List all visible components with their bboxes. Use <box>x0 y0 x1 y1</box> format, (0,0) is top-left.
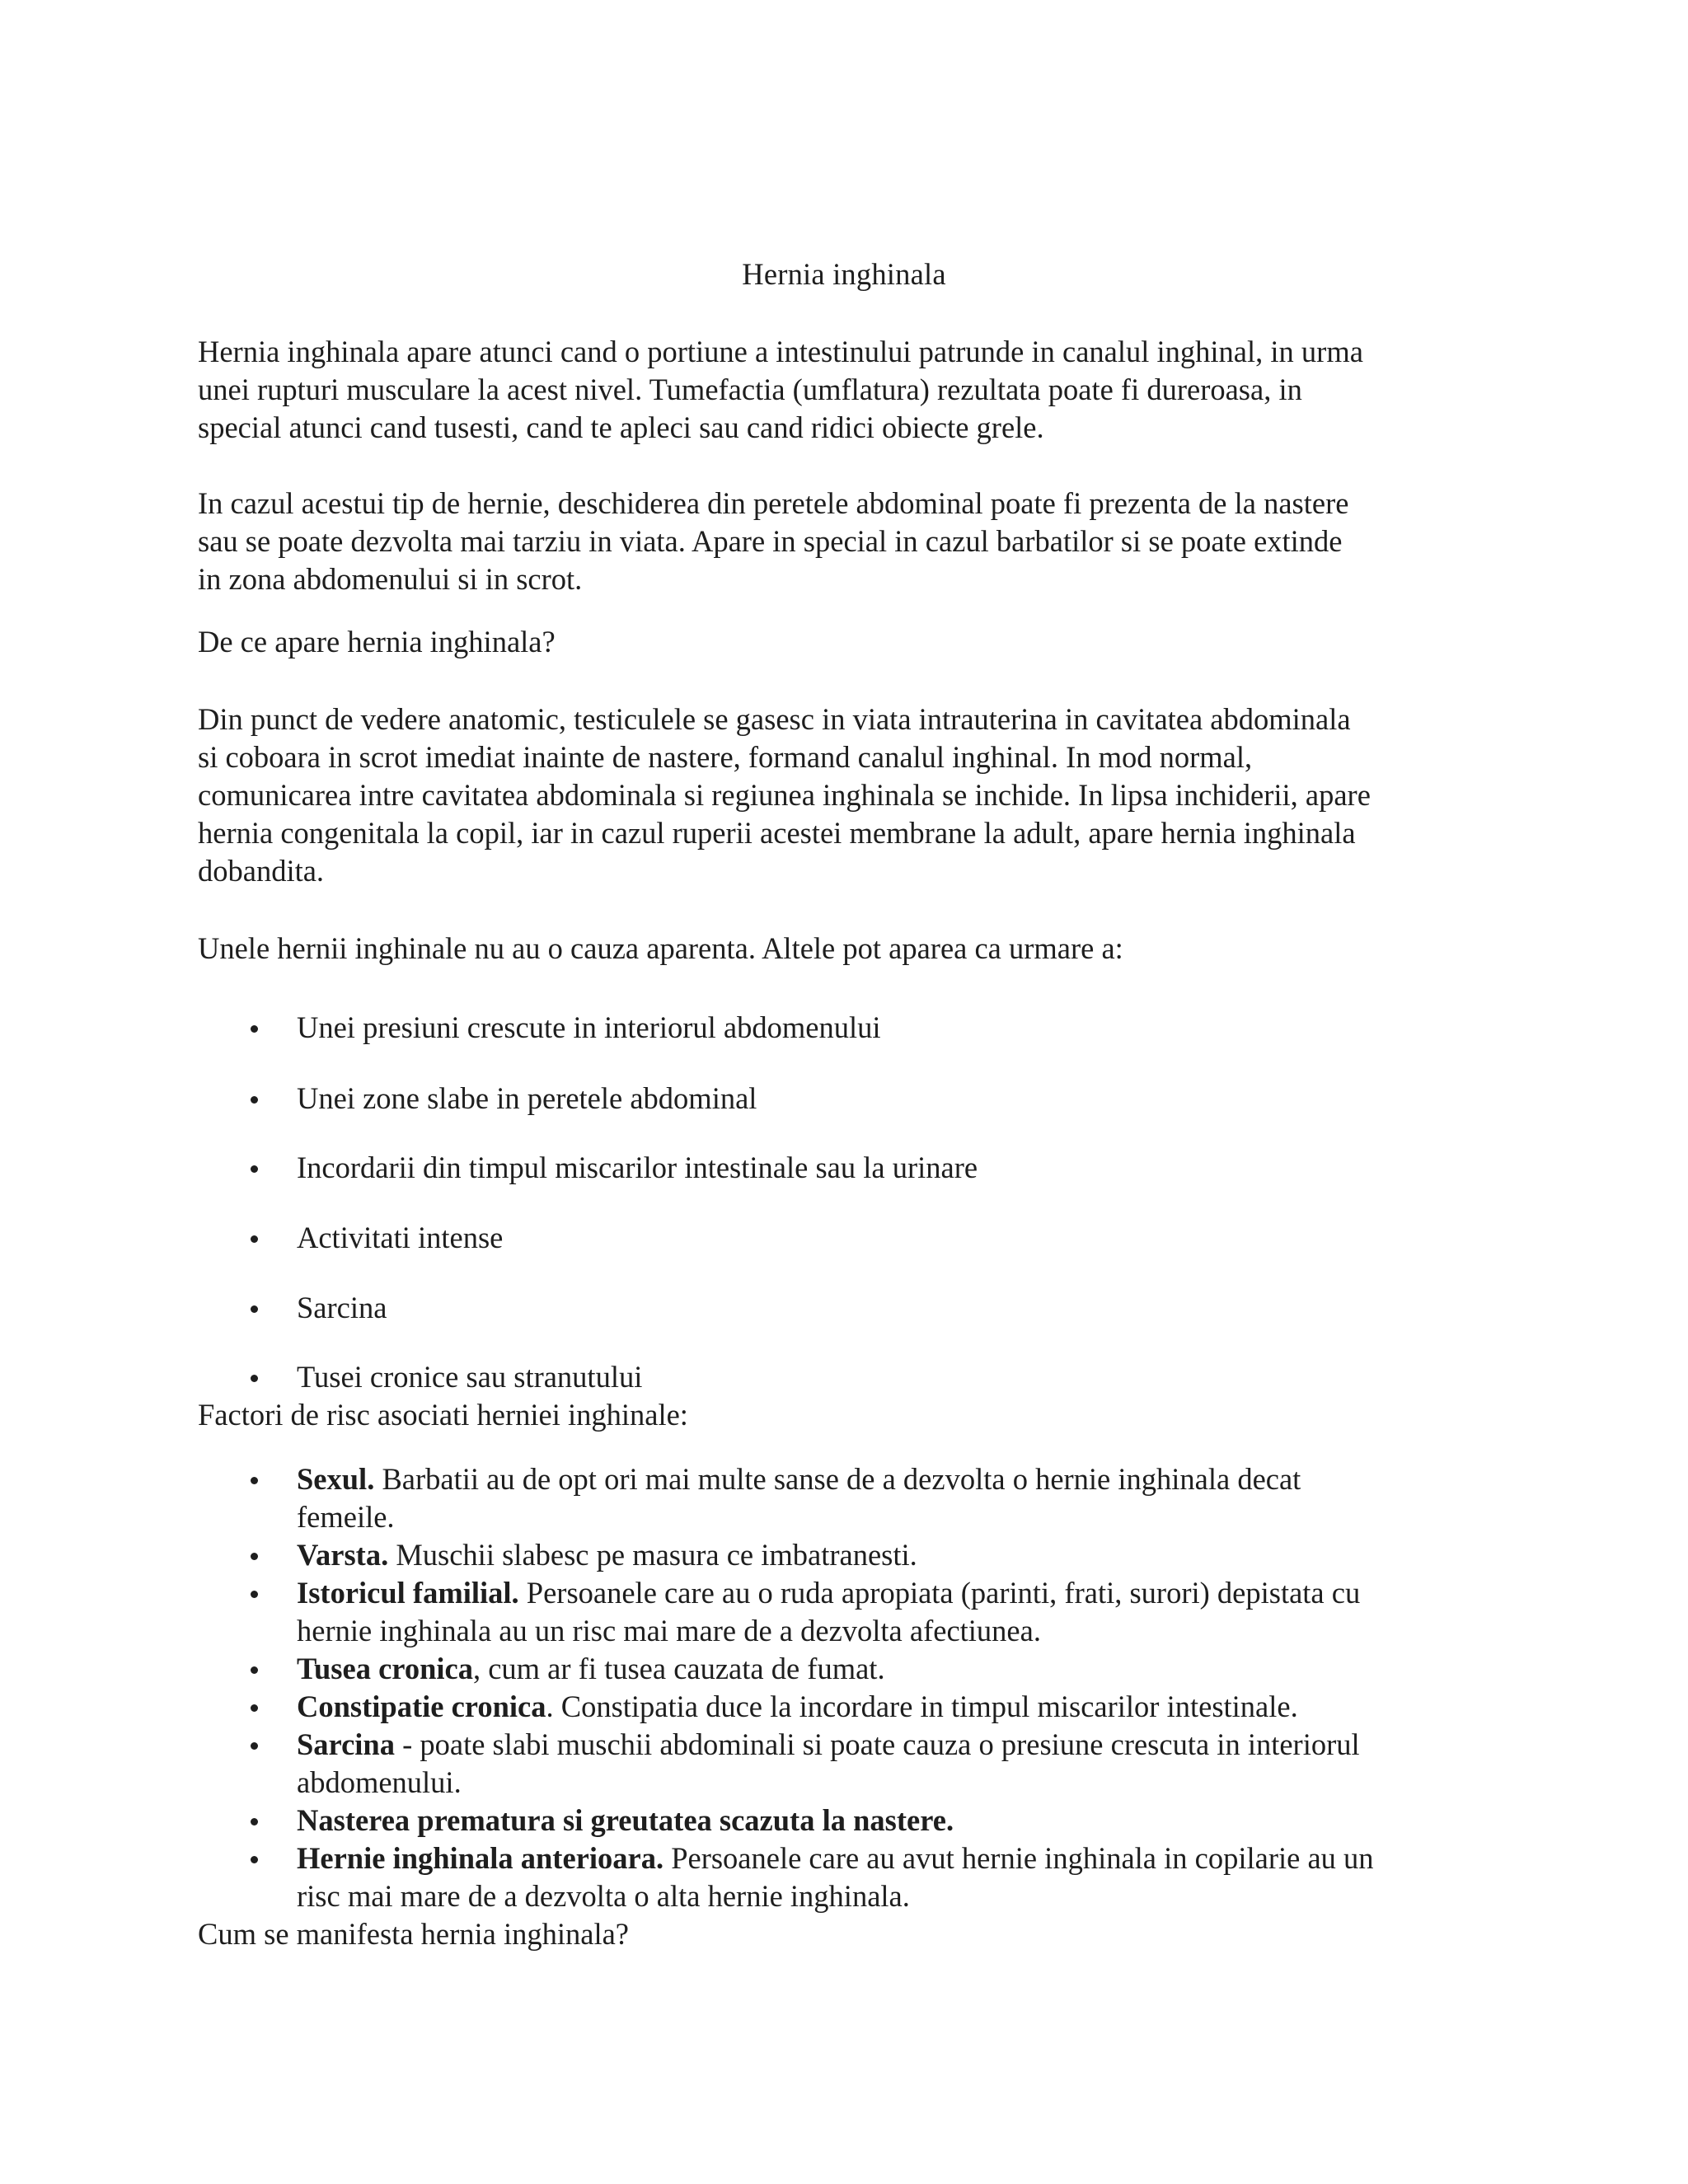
risk-factor-term: Varsta. <box>297 1538 389 1572</box>
list-item-text: Sarcina <box>297 1291 387 1324</box>
bullet-icon <box>251 1591 258 1598</box>
risk-factor-term: Hernie inghinala anterioara. <box>297 1841 664 1875</box>
risk-factor-term: Nasterea prematura si greutatea scazuta la nastere. <box>297 1803 954 1837</box>
risk-factor-desc: Muschii slabesc pe masura ce imbatranesti. <box>388 1538 917 1572</box>
list-item-text <box>297 1726 1360 1802</box>
risk-factor-desc: Persoanele care au avut hernie inghinala in copilarie au un <box>663 1841 1374 1875</box>
list-item-text <box>297 1840 1374 1915</box>
bullet-icon <box>251 1375 258 1382</box>
heading-risk <box>198 1396 1517 1434</box>
bullet-icon <box>251 1856 258 1863</box>
heading-manifest <box>198 1915 1517 1953</box>
heading-cause <box>198 623 1517 661</box>
risk-factor-desc: Persoanele care au o ruda apropiata (parinti, frati, surori) depistata cu <box>518 1576 1361 1610</box>
bullet-icon <box>251 1704 258 1712</box>
risk-factor-term: Constipatie cronica <box>297 1690 546 1723</box>
list-item-text <box>297 1460 1301 1536</box>
risk-factor-desc: Barbatii au de opt ori mai multe sanse de a dezvolta o hernie inghinala decat <box>374 1462 1301 1496</box>
text-line: In cazul acestui tip de hernie, deschiderea din peretele abdominal poate fi prezenta de la nastere <box>198 486 1349 520</box>
bullet-icon <box>251 1818 258 1825</box>
risk-factor-term: Tusea cronica <box>297 1652 473 1685</box>
bullet-icon <box>251 1165 258 1173</box>
bullet-icon <box>251 1666 258 1674</box>
document-title: Hernia inghinala <box>742 257 946 291</box>
bullet-icon <box>251 1477 258 1484</box>
text-line: comunicarea intre cavitatea abdominala si regiunea inghinala se inchide. In lipsa inchiderii, apare <box>198 778 1371 812</box>
text-line: sau se poate dezvolta mai tarziu in viata. Apare in special in cazul barbatilor si se poate extinde <box>198 524 1343 558</box>
text-line: Unele hernii inghinale nu au o cauza aparenta. Altele pot aparea ca urmare a: <box>198 931 1123 965</box>
paragraph-causes-intro <box>198 930 1517 968</box>
risk-factor-desc: femeile. <box>297 1500 395 1534</box>
text-line: unei rupturi musculare la acest nivel. Tumefactia (umflatura) rezultata poate fi dureroasa, in <box>198 373 1302 406</box>
risk-factor-desc: . Constipatia duce la incordare in timpul miscarilor intestinale. <box>546 1690 1298 1723</box>
text-line: si coboara in scrot imediat inainte de nastere, formand canalul inghinal. In mod normal, <box>198 740 1253 774</box>
heading-manifest-text: Cum se manifesta hernia inghinala? <box>198 1917 629 1951</box>
text-line: in zona abdomenului si in scrot. <box>198 562 583 596</box>
risk-factor-desc: abdomenului. <box>297 1765 462 1799</box>
list-item-text <box>297 1574 1360 1650</box>
bullet-icon <box>251 1025 258 1033</box>
text-line: dobandita. <box>198 854 325 888</box>
list-item-text: Incordarii din timpul miscarilor intestinale sau la urinare <box>297 1151 978 1184</box>
list-item-text <box>297 1802 954 1840</box>
list-item-text: Unei zone slabe in peretele abdominal <box>297 1081 757 1115</box>
text-line: hernia congenitala la copil, iar in cazul ruperii acestei membrane la adult, apare hernia inghinala <box>198 816 1356 850</box>
bullet-icon <box>251 1235 258 1243</box>
risk-factor-desc: risc mai mare de a dezvolta o alta hernie inghinala. <box>297 1879 910 1913</box>
heading-cause-text: De ce apare hernia inghinala? <box>198 625 556 658</box>
list-item-text <box>297 1536 917 1574</box>
text-line: Din punct de vedere anatomic, testiculele se gasesc in viata intrauterina in cavitatea abdominala <box>198 702 1351 736</box>
list-item-text: Unei presiuni crescute in interiorul abdomenului <box>297 1010 881 1044</box>
list-item-text <box>297 1650 885 1688</box>
bullet-icon <box>251 1742 258 1750</box>
text-line: Hernia inghinala apare atunci cand o portiune a intestinului patrunde in canalul inghinal, in urma <box>198 335 1363 368</box>
paragraph-anatomy <box>198 701 1517 890</box>
list-item-text <box>297 1688 1298 1726</box>
list-item-text: Activitati intense <box>297 1221 504 1254</box>
risk-factor-desc: , cum ar fi tusea cauzata de fumat. <box>472 1652 885 1685</box>
heading-risk-text: Factori de risc asociati herniei inghinale: <box>198 1398 688 1432</box>
risk-factor-term: Sarcina <box>297 1727 395 1761</box>
list-item-text: Tusei cronice sau stranutului <box>297 1360 643 1394</box>
risk-factor-term: Istoricul familial. <box>297 1576 519 1610</box>
bullet-icon <box>251 1305 258 1313</box>
paragraph-intro <box>198 333 1517 447</box>
text-line: special atunci cand tusesti, cand te apleci sau cand ridici obiecte grele. <box>198 410 1044 444</box>
paragraph-hernia-type <box>198 485 1517 598</box>
bullet-icon <box>251 1096 258 1104</box>
bullet-icon <box>251 1553 258 1560</box>
risk-factor-desc: - poate slabi muschii abdominali si poate cauza o presiune crescuta in interiorul <box>394 1727 1360 1761</box>
risk-factor-term: Sexul. <box>297 1462 375 1496</box>
risk-factor-desc: hernie inghinala au un risc mai mare de a dezvolta afectiunea. <box>297 1614 1041 1647</box>
